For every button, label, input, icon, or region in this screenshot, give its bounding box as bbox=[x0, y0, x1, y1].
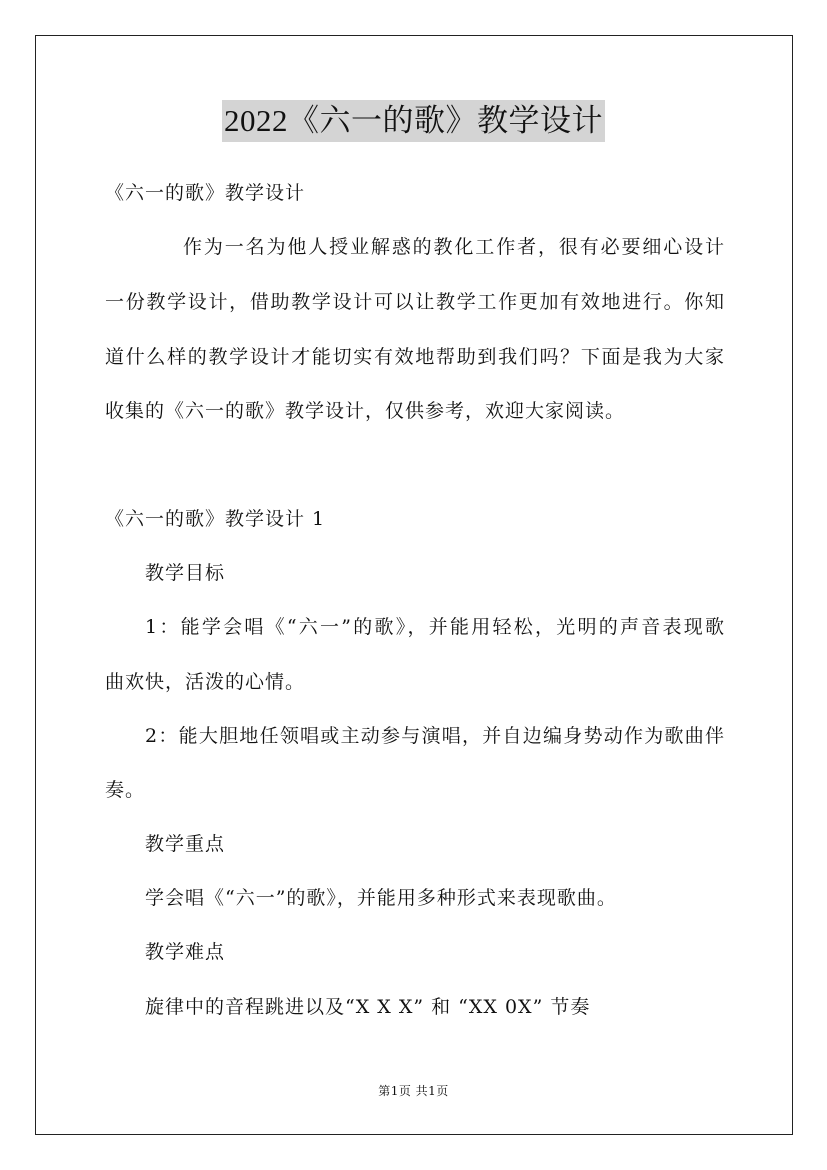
key-points-heading: 教学重点 bbox=[145, 833, 226, 855]
document-subtitle: 《六一的歌》教学设计 bbox=[105, 182, 306, 204]
intro-line-3: 道什么样的教学设计才能切实有效地帮助到我们吗？下面是我为大家 bbox=[105, 346, 725, 368]
goal-1-line-2: 曲欢快，活泼的心情。 bbox=[105, 671, 306, 693]
intro-line-1: 作为一名为他人授业解惑的教化工作者，很有必要细心设计 bbox=[183, 236, 725, 258]
difficulty-heading: 教学难点 bbox=[145, 941, 226, 963]
goal-2-line-1: 2：能大胆地任领唱或主动参与演唱，并自边编身势动作为歌曲伴 bbox=[145, 725, 725, 747]
difficulty-text: 旋律中的音程跳进以及“X X X” 和 “XX 0X” 节奏 bbox=[145, 996, 591, 1018]
intro-line-2: 一份教学设计，借助教学设计可以让教学工作更加有效地进行。你知 bbox=[105, 291, 725, 313]
goals-heading: 教学目标 bbox=[145, 562, 226, 584]
title-container bbox=[0, 100, 827, 142]
section-heading: 《六一的歌》教学设计 1 bbox=[105, 508, 326, 530]
key-points-text: 学会唱《“六一”的歌》，并能用多种形式来表现歌曲。 bbox=[145, 887, 617, 909]
goal-2-line-2: 奏。 bbox=[105, 779, 146, 801]
intro-line-4: 收集的《六一的歌》教学设计，仅供参考，欢迎大家阅读。 bbox=[105, 400, 626, 422]
document-title: 2022《六一的歌》教学设计 bbox=[222, 100, 605, 142]
page-footer: 第1页 共1页 bbox=[378, 1084, 449, 1098]
goal-1-line-1: 1：能学会唱《“六一”的歌》，并能用轻松，光明的声音表现歌 bbox=[145, 616, 725, 638]
